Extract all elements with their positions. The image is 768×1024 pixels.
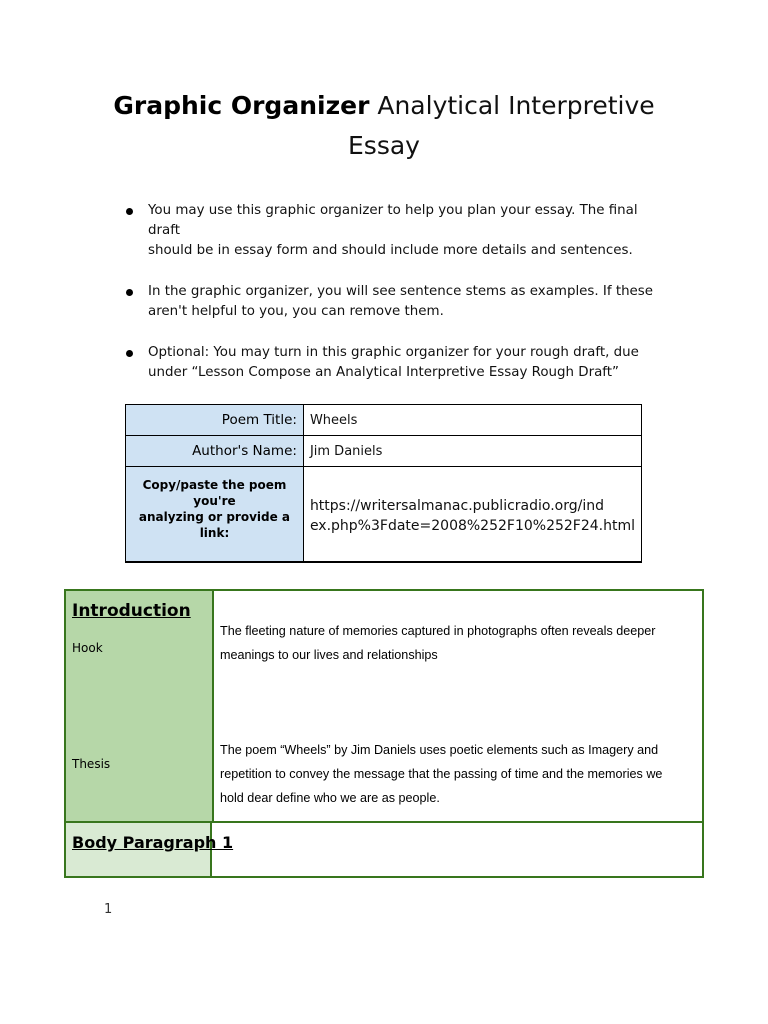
- document-title: [0, 86, 768, 166]
- poem-title-value[interactable]: Wheels: [303, 405, 641, 436]
- poem-link-label-line: Copy/paste the poem you're: [142, 478, 287, 508]
- hook-text[interactable]: [220, 619, 690, 667]
- poem-info-table: [125, 404, 642, 563]
- bullet-icon: [126, 289, 133, 296]
- thesis-label: Thesis: [72, 757, 111, 771]
- page-number: 1: [104, 902, 113, 917]
- thesis-text[interactable]: [220, 738, 690, 810]
- introduction-heading: Introduction: [72, 601, 191, 621]
- title-line2: Essay: [348, 131, 420, 160]
- hook-label: Hook: [72, 641, 103, 655]
- instruction-line: You may use this graphic organizer to help you plan your essay. The final draft: [148, 203, 638, 238]
- instruction-item: [122, 343, 670, 383]
- body-paragraph-1-heading: Body Paragraph 1: [72, 833, 234, 852]
- instruction-item: [122, 201, 670, 261]
- poem-link-line: ex.php%3Fdate=2008%252F10%252F24.html: [309, 518, 635, 534]
- instructions-list: [122, 201, 670, 404]
- instruction-line: In the graphic organizer, you will see sentence stems as examples. If these: [148, 284, 654, 299]
- title-rest: Analytical Interpretive: [377, 91, 655, 120]
- instruction-item: [122, 282, 670, 322]
- instruction-line: under “Lesson Compose an Analytical Interpretive Essay Rough Draft”: [148, 365, 619, 380]
- poem-link-label: [126, 467, 304, 563]
- instruction-line: should be in essay form and should include more details and sentences.: [148, 243, 633, 258]
- poem-link-line: https://writersalmanac.publicradio.org/ind: [309, 498, 604, 514]
- row-divider: [212, 821, 702, 823]
- thesis-text-line: The poem “Wheels” by Jim Daniels uses poetic elements such as Imagery and: [220, 743, 659, 757]
- bullet-icon: [126, 350, 133, 357]
- bullet-icon: [126, 208, 133, 215]
- introduction-label-cell: [66, 591, 214, 821]
- poem-link-label-line: analyzing or provide a link:: [138, 510, 291, 540]
- poem-link-value[interactable]: [303, 467, 641, 563]
- thesis-text-line: repetition to convey the message that the passing of time and the memories we: [220, 767, 663, 781]
- hook-text-line: The fleeting nature of memories captured in photographs often reveals deeper: [220, 624, 656, 638]
- author-value[interactable]: Jim Daniels: [303, 436, 641, 467]
- instruction-line: aren't helpful to you, you can remove them.: [148, 304, 444, 319]
- essay-organizer-table: [64, 589, 704, 878]
- instruction-line: Optional: You may turn in this graphic organizer for your rough draft, due: [148, 345, 639, 360]
- title-bold: Graphic Organizer: [113, 91, 370, 120]
- author-label: Author's Name:: [126, 436, 304, 467]
- poem-title-label: Poem Title:: [126, 405, 304, 436]
- thesis-text-line: hold dear define who we are as people.: [220, 791, 440, 805]
- hook-text-line: meanings to our lives and relationships: [220, 648, 438, 662]
